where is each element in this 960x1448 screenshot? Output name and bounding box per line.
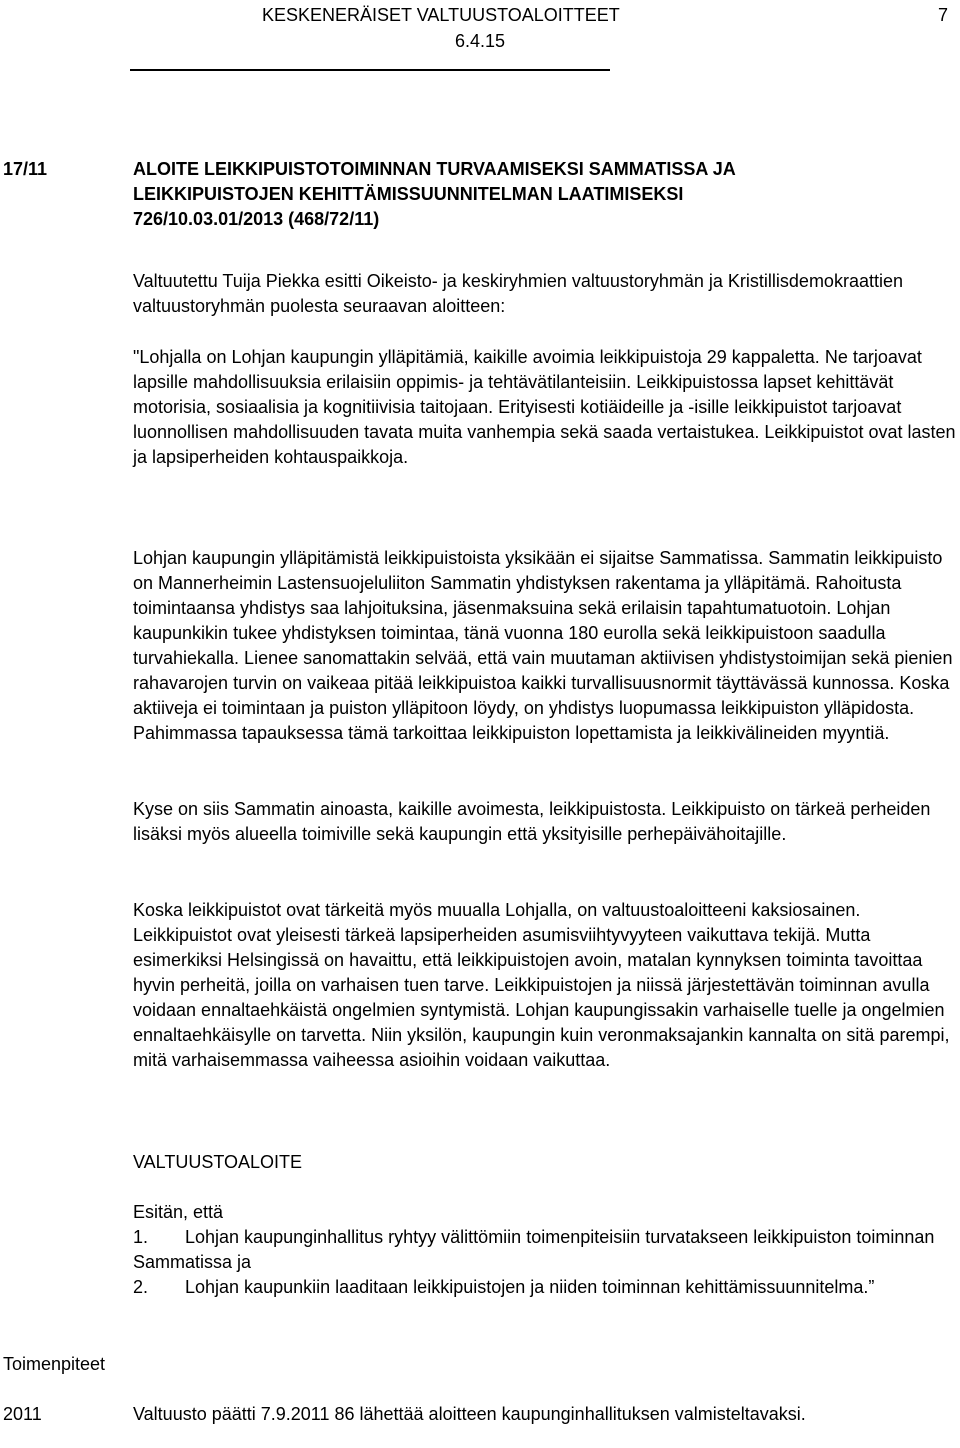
list-item-number: 2. xyxy=(133,1277,149,1297)
list-item-text: Lohjan kaupunkiin laaditaan leikkipuistojen ja niiden toiminnan kehittämissuunnitelma.” xyxy=(185,1277,875,1297)
body-paragraph: Lohjan kaupungin ylläpitämistä leikkipuistoista yksikään ei sijaitse Sammatissa. Sammatin leikkipuisto on Mannerheimin Lastensuojeluliiton Sammatin yhdistyksen rakentama ja ylläpitämä. Rahoitusta toimintaansa yhdistys saa lahjoituksina, jäsenmaksuina sekä erilaisin tapahtumatuotoin. Lohjan kaupunkikin tukee yhdistyksen toimintaa, tänä vuonna 180 eurolla sekä leikkipuistoon saadulla turvahiekalla. Lienee sanomattakin selvää, että vain muutaman aktiivisen yhdistystoimijan sekä pienien rahavarojen turvin on vaikeaa pitää leikkipuistoa kaikki turvallisuusnormit täyttävässä kunnossa. Koska aktiiveja ei toimintaan ja puiston ylläpitoon löydy, on yhdistys luopumassa leikkipuiston ylläpidosta. Pahimmassa tapauksessa tämä tarkoittaa leikkipuiston lopettamista ja leikkivälineiden myyntiä. xyxy=(133,548,953,743)
actions-text: Valtuusto päätti 7.9.2011 86 lähettää aloitteen kaupunginhallituksen valmisteltavaksi. xyxy=(133,1404,806,1424)
proposal-list xyxy=(133,1225,958,1300)
list-item-text: Lohjan kaupunginhallitus ryhtyy välittömiin toimenpiteisiin turvatakseen leikkipuiston toiminnan Sammatissa ja xyxy=(133,1227,935,1272)
item-number: 17/11 xyxy=(3,159,48,179)
proposal-heading: VALTUUSTOALOITE xyxy=(133,1152,303,1172)
list-item-number: 1. xyxy=(133,1227,149,1247)
item-title xyxy=(133,157,953,232)
item-title-line: ALOITE LEIKKIPUISTOTOIMINNAN TURVAAMISEKSI SAMMATISSA JA xyxy=(133,159,736,179)
header-rule xyxy=(130,69,610,71)
list-item xyxy=(133,1275,958,1300)
header-date: 6.4.15 xyxy=(454,31,506,51)
body-paragraph: Kyse on siis Sammatin ainoasta, kaikille avoimesta, leikkipuistosta. Leikkipuisto on tärkeä perheiden lisäksi myös alueella toimiville sekä kaupungin että yksityisille perhepäivähoitajille. xyxy=(133,799,931,844)
page-number: 7 xyxy=(937,5,948,25)
list-item xyxy=(133,1225,958,1275)
proposal-intro: Esitän, että xyxy=(133,1202,224,1222)
quote-paragraph: "Lohjalla on Lohjan kaupungin ylläpitämiä, kaikille avoimia leikkipuistoja 29 kappaletta. Ne tarjoavat lapsille mahdollisuuksia erilaisiin oppimis- ja tehtävätilanteisiin. Leikkipuistossa lapset kehittävät motorisia, sosiaalisia ja kognitiivisia taitojaan. Erityisesti kotiäideille ja -isille leikkipuistot tarjoavat luonnollisen mahdollisuuden tavata muita vanhempia sekä saada vertaistukea. Leikkipuistot ovat lasten ja lapsiperheiden kohtauspaikkoja. xyxy=(133,347,956,467)
item-title-line: 726/10.03.01/2013 (468/72/11) xyxy=(133,209,380,229)
item-title-line: LEIKKIPUISTOJEN KEHITTÄMISSUUNNITELMAN LAATIMISEKSI xyxy=(133,184,684,204)
header-title: KESKENERÄISET VALTUUSTOALOITTEET xyxy=(262,5,620,25)
intro-paragraph: Valtuutettu Tuija Piekka esitti Oikeisto- ja keskiryhmien valtuustoryhmän ja Kristillisdemokraattien valtuustoryhmän puolesta seuraavan aloitteen: xyxy=(133,271,903,316)
body-paragraph: Koska leikkipuistot ovat tärkeitä myös muualla Lohjalla, on valtuustoaloitteeni kaksiosainen. Leikkipuistot ovat yleisesti tärkeä lapsiperheiden asumisviihtyvyyteen vaikuttava tekijä. Mutta esimerkiksi Helsingissä on havaittu, että leikkipuistojen avoin, matalan kynnyksen toiminta tavoittaa hyvin perheitä, joilla on varhaisen tuen tarve. Leikkipuistojen ja niissä järjestettävän toiminnan avulla voidaan ennaltaehkäistä ongelmien syntymistä. Lohjan kaupungissakin varhaiselle tuelle ja ongelmien ennaltaehkäisylle on tarvetta. Niin yksilön, kaupungin kuin veronmaksajankin kannalta on sitä parempi, mitä varhaisemmassa vaiheessa asioihin voidaan vaikuttaa. xyxy=(133,900,950,1070)
actions-year: 2011 xyxy=(3,1404,42,1424)
actions-label: Toimenpiteet xyxy=(3,1354,106,1374)
